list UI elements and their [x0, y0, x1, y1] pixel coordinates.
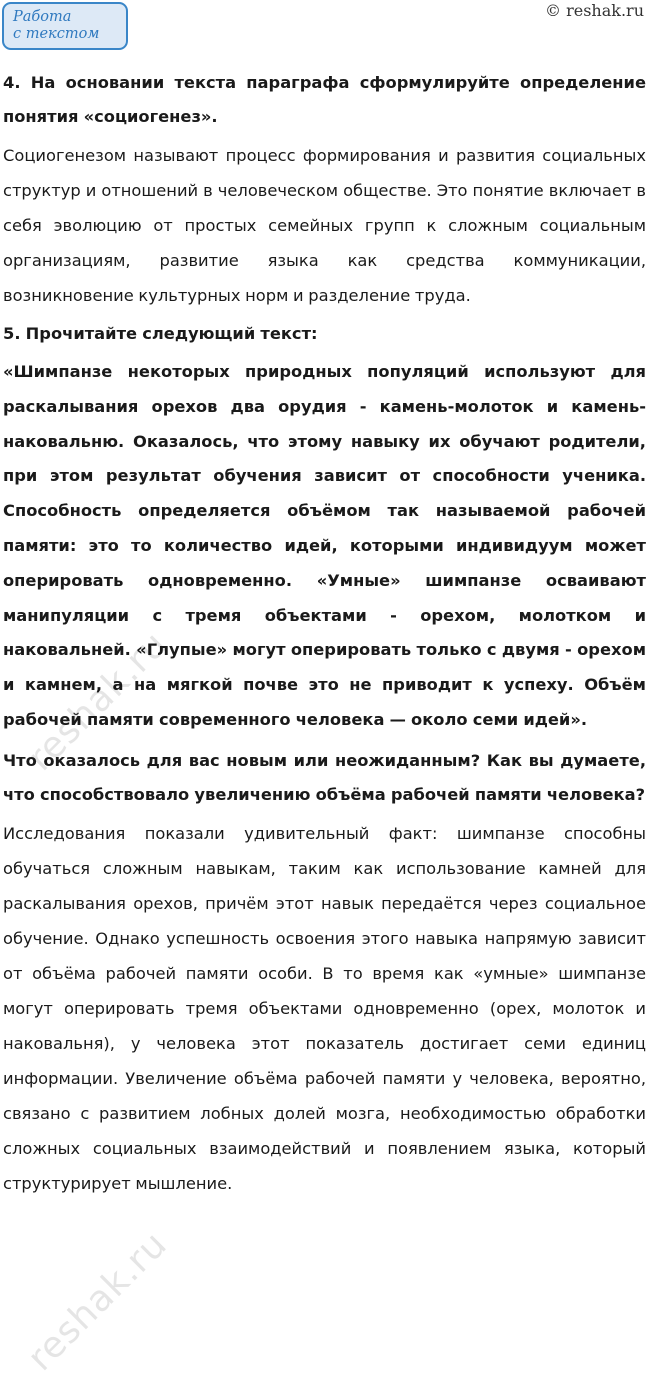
task-5-question: Что оказалось для вас новым или неожиданным? Как вы думаете, что способствовало увеличению объёма рабочей памяти человека? [3, 750, 646, 804]
task-4-question: 4. На основании текста параграфа сформулируйте определение понятия «социогенез». [3, 73, 646, 126]
document-body [3, 66, 646, 1201]
watermark-text: reshak.ru [20, 623, 176, 779]
badge-line-2: с текстом [13, 26, 100, 42]
task-4-answer: Социогенезом называют процесс формирования и развития социальных структур и отношений в человеческом обществе. Это понятие включает в себя эволюцию от простых семейных групп к сложным социальным организациям, развитие языка как средства коммуникации, возникновение культурных норм и разделение труда. [3, 146, 646, 305]
task-5-quote: «Шимпанзе некоторых природных популяций используют для раскалывания орехов два орудия - камень-молоток и камень-наковальню. Оказалось, что этому навыку их обучают родители, при этом результат обучения зависит от способности ученика. Способность определяется объёмом так называемой рабочей памяти: это то количество идей, которыми индивидуум может оперировать одновременно. «Умные» шимпанзе осваивают манипуляции с тремя объектами - орехом, молотком и наковальней. «Глупые» могут оперировать только с двумя - орехом и камнем, а на мягкой почве это не приводит к успеху. Объём рабочей памяти современного человека — около семи идей». [3, 362, 646, 729]
task-5-answer: Исследования показали удивительный факт: шимпанзе способны обучаться сложным навыкам, таким как использование камней для раскалывания орехов, причём этот навык передаётся через социальное обучение. Однако успешность освоения этого навыка напрямую зависит от объёма рабочей памяти особи. В то время как «умные» шимпанзе могут оперировать тремя объектами одновременно (орех, молоток и наковальня), у человека этот показатель достигает семи единиц информации. Увеличение объёма рабочей памяти у человека, вероятно, связано с развитием лобных долей мозга, необходимостью обработки сложных социальных взаимодействий и появлением языка, который структурирует мышление. [3, 823, 646, 1193]
task-5-heading: 5. Прочитайте следующий текст: [3, 324, 318, 343]
site-copyright: © reshak.ru [545, 1, 644, 20]
watermark-text: reshak.ru [20, 1223, 176, 1379]
section-badge [2, 2, 128, 50]
badge-line-1: Работа [13, 9, 72, 25]
